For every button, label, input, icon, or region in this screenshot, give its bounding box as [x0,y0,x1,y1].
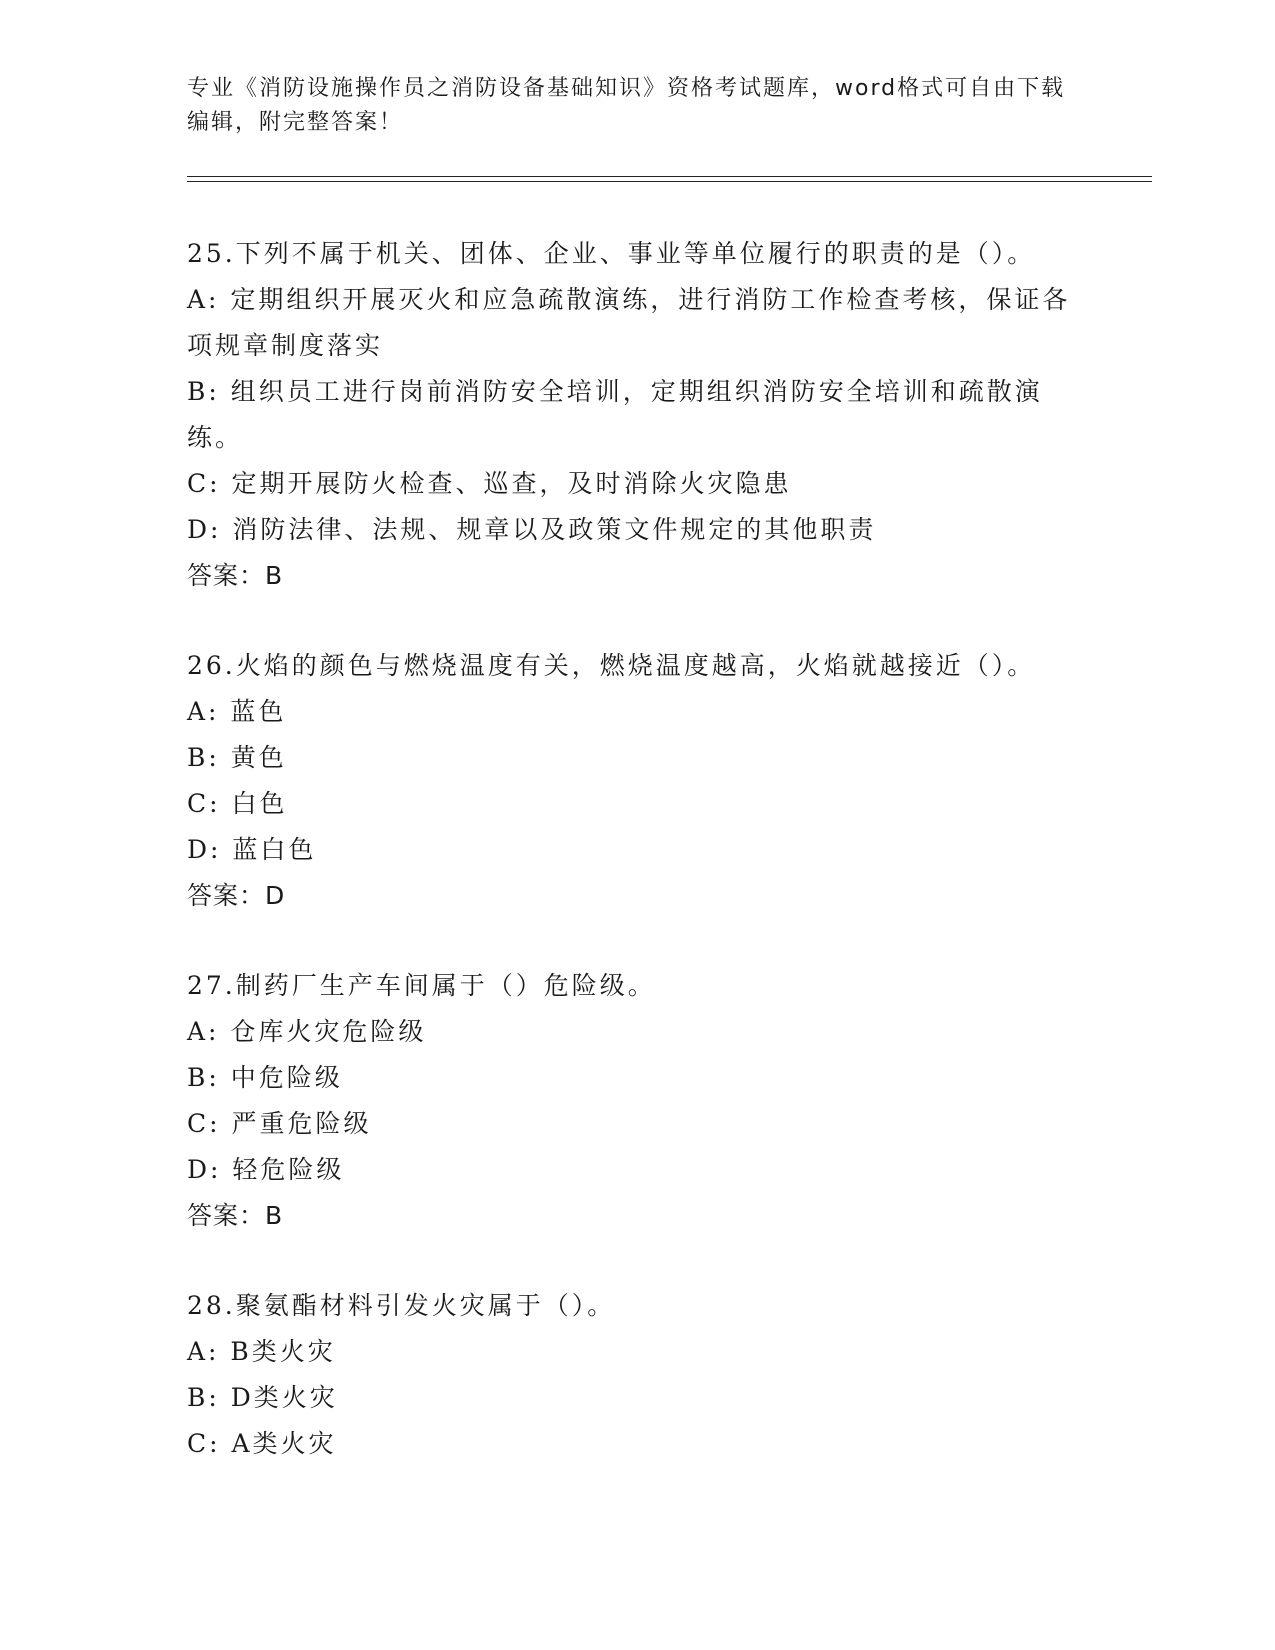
question-stem: 28.聚氨酯材料引发火灾属于（）。 [187,1291,616,1320]
question-26 [187,643,1077,919]
question-25 [187,231,1077,599]
question-stem: 26.火焰的颜色与燃烧温度有关，燃烧温度越高，火焰就越接近（）。 [187,651,1036,680]
option-c: C: A类火灾 [187,1429,337,1458]
option-a: A: 蓝色 [187,697,287,726]
option-d: D: 轻危险级 [187,1155,345,1184]
option-a: A: B类火灾 [187,1337,336,1366]
answer-line: 答案：B [187,561,284,590]
option-b: B: 组织员工进行岗前消防安全培训，定期组织消防安全培训和疏散演练。 [187,377,1043,452]
option-d: D: 消防法律、法规、规章以及政策文件规定的其他职责 [187,515,877,544]
option-b: B: 中危险级 [187,1063,343,1092]
option-a: A: 定期组织开展灭火和应急疏散演练，进行消防工作检查考核，保证各项规章制度落实 [187,285,1071,360]
question-stem: 27.制药厂生产车间属于（）危险级。 [187,971,656,1000]
answer-line: 答案：D [187,881,286,910]
document-header: 专业《消防设施操作员之消防设备基础知识》资格考试题库，word格式可自由下载编辑，附完整答案！ [187,76,1066,135]
answer-line: 答案：B [187,1201,284,1230]
option-b: B: D类火灾 [187,1383,338,1412]
option-c: C: 定期开展防火检查、巡查，及时消除火灾隐患 [187,469,792,498]
option-c: C: 白色 [187,789,288,818]
question-stem: 25.下列不属于机关、团体、企业、事业等单位履行的职责的是（）。 [187,239,1036,268]
question-list [187,231,1077,1467]
header-divider-bottom [187,181,1152,182]
header-divider-top [187,176,1152,177]
question-27 [187,963,1077,1239]
question-28 [187,1283,1077,1467]
option-b: B: 黄色 [187,743,287,772]
option-a: A: 仓库火灾危险级 [187,1017,427,1046]
option-d: D: 蓝白色 [187,835,317,864]
option-c: C: 严重危险级 [187,1109,372,1138]
